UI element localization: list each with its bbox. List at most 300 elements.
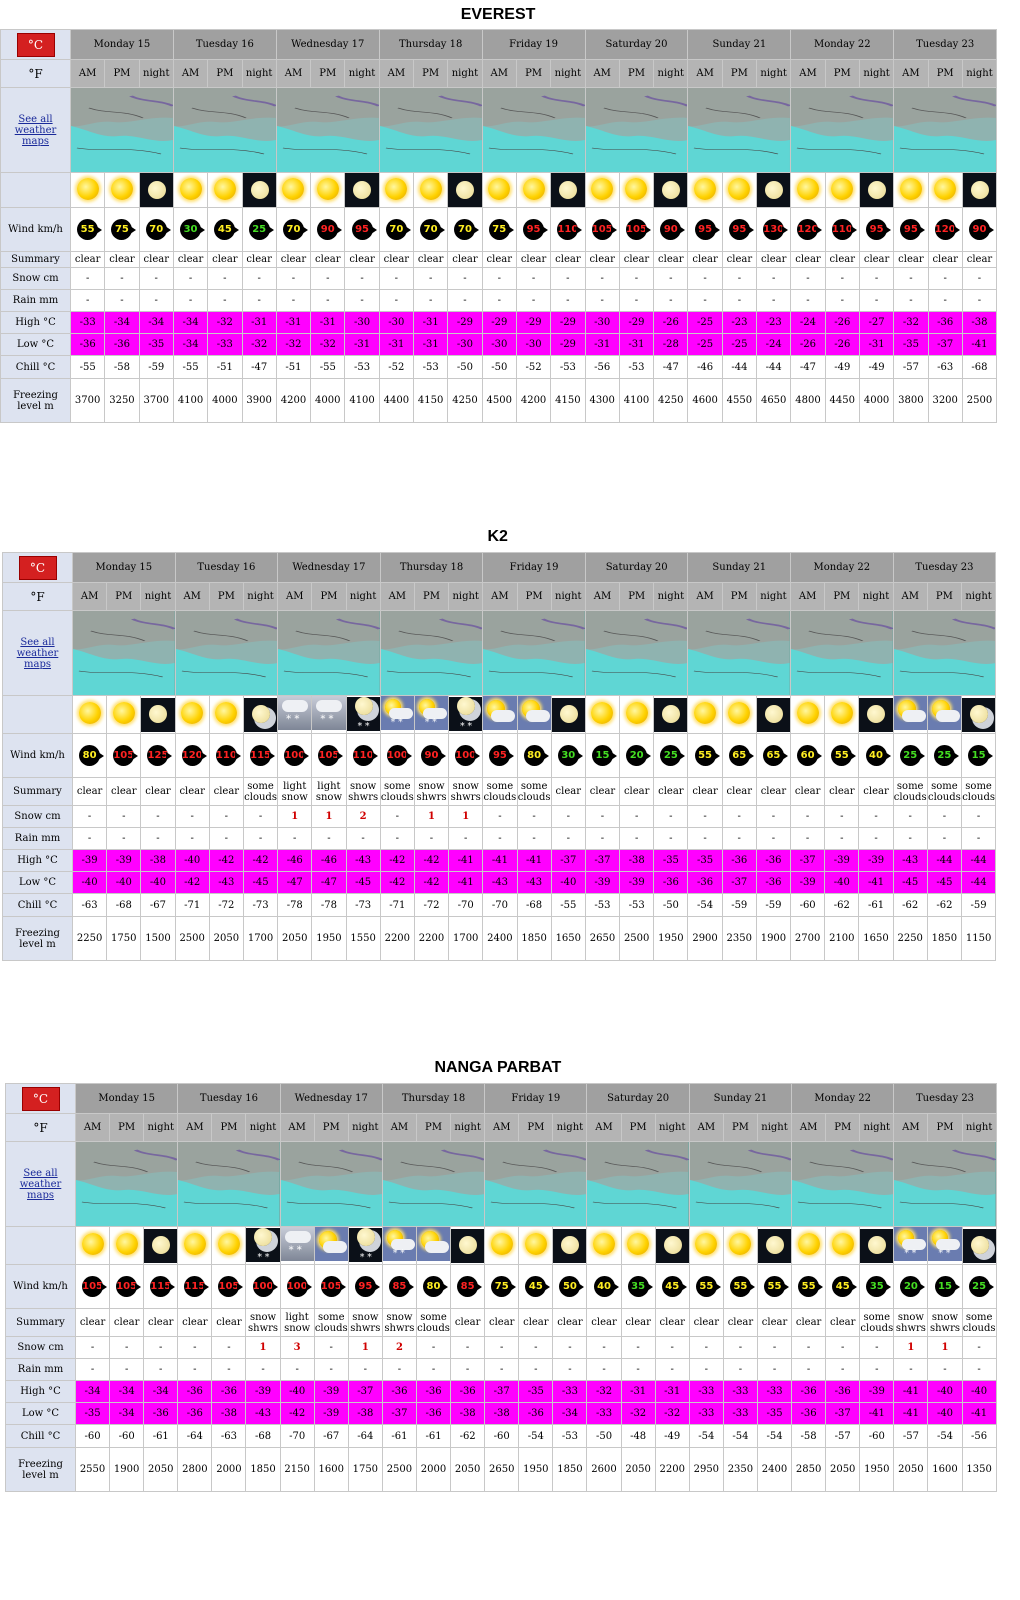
weather-icon-cell <box>825 173 859 208</box>
sun-icon <box>214 178 236 200</box>
chill-value: -60 <box>493 1430 510 1442</box>
low-temp-cell <box>348 1403 382 1425</box>
weather-map-thumbnail[interactable] <box>173 88 276 173</box>
low-value: -25 <box>697 339 714 350</box>
chill-value: -68 <box>526 899 543 911</box>
high-temp-cell <box>379 312 413 334</box>
wind-direction-icon: 50 <box>559 1276 580 1297</box>
period-header: night <box>860 1114 894 1142</box>
low-temp-cell <box>379 334 413 356</box>
rain-cell <box>553 1359 587 1381</box>
snow-value: - <box>908 811 912 822</box>
high-temp-cell <box>825 850 859 872</box>
weather-icon-cell <box>483 696 517 734</box>
freezing-value: 3700 <box>74 395 101 406</box>
chill-cell <box>722 356 756 379</box>
freezing-level-cell <box>826 1448 860 1492</box>
snow-value: - <box>154 273 158 284</box>
snow-cell <box>551 268 585 290</box>
weather-map-thumbnail[interactable] <box>688 611 791 696</box>
low-value: -36 <box>425 1408 442 1419</box>
weather-icon-cell <box>451 1227 485 1265</box>
chill-cell <box>382 1425 416 1448</box>
weather-icon-cell <box>826 1227 860 1265</box>
snow-value: - <box>805 811 810 822</box>
snow-cell <box>962 268 996 290</box>
chill-value: -49 <box>664 1430 681 1442</box>
weather-map-thumbnail[interactable] <box>379 88 482 173</box>
low-temp-cell <box>689 1403 723 1425</box>
low-value: -37 <box>834 1408 851 1419</box>
summary-value: clear <box>213 786 240 797</box>
summary-cell <box>689 1309 723 1337</box>
summary-cell <box>449 778 483 806</box>
high-temp-cell <box>73 850 107 872</box>
chill-cell <box>280 1425 314 1448</box>
rain-cell <box>379 290 413 312</box>
see-all-maps-link[interactable]: See all weather maps <box>16 636 59 670</box>
low-value: -43 <box>491 877 508 888</box>
weather-map-thumbnail[interactable] <box>482 88 585 173</box>
summary-value: clear <box>693 1317 720 1328</box>
period-header: AM <box>173 60 207 88</box>
celsius-button[interactable]: °C <box>22 1087 60 1111</box>
chill-value: -56 <box>971 1430 988 1442</box>
chill-value: -55 <box>79 361 96 373</box>
summary-label: Summary <box>1 252 71 268</box>
summary-cell <box>485 1309 519 1337</box>
summary-value: clear <box>863 254 890 265</box>
weather-map-thumbnail[interactable] <box>791 611 894 696</box>
freezing-value: 4550 <box>726 395 753 406</box>
weather-map-thumbnail[interactable] <box>382 1142 484 1227</box>
summary-cell <box>105 252 139 268</box>
weather-map-thumbnail[interactable] <box>71 88 174 173</box>
weather-map-thumbnail[interactable] <box>587 1142 689 1227</box>
high-value: -30 <box>594 317 611 328</box>
low-value: -31 <box>388 339 405 350</box>
low-value: -32 <box>319 339 336 350</box>
rain-value: - <box>258 833 263 844</box>
high-value: -31 <box>422 317 439 328</box>
low-value: -40 <box>833 877 850 888</box>
wind-cell <box>654 734 688 778</box>
period-header: night <box>448 60 482 88</box>
wind-cell <box>723 1265 757 1309</box>
snow-value: 1 <box>462 811 470 822</box>
summary-value: clear <box>523 1317 549 1328</box>
weather-map-thumbnail[interactable] <box>688 88 791 173</box>
chill-cell <box>243 894 277 917</box>
low-temp-cell <box>688 872 722 894</box>
snow-value: - <box>566 811 570 822</box>
freezing-value: 2600 <box>591 1464 617 1475</box>
snow-cell <box>519 1337 553 1359</box>
high-value: -36 <box>937 317 954 328</box>
period-header: night <box>346 583 380 611</box>
low-value: -37 <box>391 1408 408 1419</box>
wind-direction-icon: 45 <box>832 1276 853 1297</box>
low-value: -25 <box>731 339 748 350</box>
low-temp-cell <box>71 334 105 356</box>
low-value: -43 <box>526 877 543 888</box>
summary-cell <box>243 778 277 806</box>
low-temp-cell <box>448 334 482 356</box>
high-temp-cell <box>416 1381 450 1403</box>
freezing-value: 2250 <box>76 933 103 944</box>
period-header: night <box>962 60 996 88</box>
freezing-value: 2050 <box>148 1464 174 1475</box>
wind-direction-icon: 45 <box>662 1276 683 1297</box>
low-temp-cell <box>825 334 859 356</box>
freezing-level-cell <box>448 379 482 423</box>
chill-value: -53 <box>628 899 645 911</box>
snow-value: - <box>188 273 193 284</box>
rain-cell <box>519 1359 553 1381</box>
weather-icon-cell <box>414 696 448 734</box>
summary-value: clear <box>315 254 341 265</box>
snow-cell <box>449 806 483 828</box>
freezing-label: Freezing level m <box>1 379 71 423</box>
wind-cell <box>757 208 791 252</box>
period-header: AM <box>76 1114 110 1142</box>
chill-cell <box>208 356 242 379</box>
freezing-value: 1600 <box>318 1464 344 1475</box>
summary-cell <box>551 778 585 806</box>
summary-value: snow shwrs <box>350 1311 381 1334</box>
snow-value: - <box>224 811 229 822</box>
sun-icon <box>184 1233 206 1255</box>
fahrenheit-button[interactable]: °F <box>30 589 45 604</box>
weather-map-thumbnail[interactable] <box>585 611 688 696</box>
weather-icon-cell <box>311 173 345 208</box>
sun-icon <box>77 178 99 200</box>
snow-cell <box>791 268 825 290</box>
period-header: PM <box>311 60 345 88</box>
rain-value: - <box>909 1364 913 1375</box>
summary-cell <box>722 252 756 268</box>
low-temp-cell <box>483 872 517 894</box>
high-value: -38 <box>628 855 645 866</box>
rain-value: - <box>771 833 776 844</box>
high-temp-cell <box>246 1381 280 1403</box>
high-value: -35 <box>662 855 679 866</box>
freezing-level-cell <box>414 379 448 423</box>
weather-map-thumbnail[interactable] <box>278 611 381 696</box>
period-header: PM <box>212 1114 246 1142</box>
snow-value: - <box>772 1342 777 1353</box>
chill-value: -60 <box>118 1430 135 1442</box>
rain-value: - <box>568 1364 572 1375</box>
snow-cell <box>792 1337 826 1359</box>
low-value: -34 <box>561 1408 578 1419</box>
high-value: -31 <box>285 317 302 328</box>
snow-cell <box>280 1337 314 1359</box>
chill-value: -47 <box>799 361 817 373</box>
rain-cell <box>482 290 516 312</box>
rain-cell <box>689 1359 723 1381</box>
wind-label: Wind km/h <box>1 208 71 252</box>
fahrenheit-button[interactable]: °F <box>33 1120 48 1135</box>
chill-cell <box>722 894 756 917</box>
chill-value: -61 <box>867 899 885 911</box>
summary-cell <box>144 1309 178 1337</box>
low-value: -40 <box>936 1408 954 1419</box>
snow-cell <box>585 806 619 828</box>
high-temp-cell <box>178 1381 212 1403</box>
rain-cell <box>346 828 380 850</box>
weather-map-thumbnail[interactable] <box>483 611 586 696</box>
weather-map-thumbnail[interactable] <box>485 1142 587 1227</box>
low-temp-cell <box>314 1403 348 1425</box>
rain-cell <box>71 290 105 312</box>
rain-cell <box>348 1359 382 1381</box>
high-value: -35 <box>527 1386 544 1397</box>
snow-value: 1 <box>941 1342 949 1353</box>
low-temp-cell <box>209 872 243 894</box>
wind-cell <box>688 208 722 252</box>
wind-direction-icon: 85 <box>457 1276 478 1297</box>
summary-cell <box>722 778 756 806</box>
snow-cell <box>346 806 380 828</box>
high-value: -44 <box>936 855 953 866</box>
period-header: AM <box>71 60 105 88</box>
low-temp-cell <box>928 1403 962 1425</box>
summary-value: clear <box>452 254 478 265</box>
sun-icon <box>180 178 202 200</box>
weather-map-thumbnail[interactable] <box>73 611 176 696</box>
snow-cell <box>655 1337 689 1359</box>
rain-value: - <box>154 295 158 306</box>
summary-cell <box>757 1309 791 1337</box>
high-value: -29 <box>456 317 474 328</box>
summary-value: clear <box>659 1317 685 1328</box>
chill-cell <box>141 894 175 917</box>
high-value: -26 <box>834 317 851 328</box>
chill-value: -48 <box>630 1430 647 1442</box>
weather-icon-cell <box>208 173 242 208</box>
snow-value: - <box>669 811 673 822</box>
weather-map-thumbnail[interactable] <box>689 1142 791 1227</box>
day-header: Sunday 21 <box>688 30 791 60</box>
rain-value: - <box>193 1364 197 1375</box>
period-header: AM <box>485 1114 519 1142</box>
wind-direction-icon: 105 <box>113 745 134 766</box>
snow-value: - <box>124 1342 129 1353</box>
high-value: -30 <box>354 317 371 328</box>
freezing-level-cell <box>723 1448 757 1492</box>
high-temp-cell <box>722 312 756 334</box>
wind-direction-icon: 45 <box>525 1276 546 1297</box>
wind-direction-icon: 40 <box>594 1276 615 1297</box>
low-value: -36 <box>186 1408 203 1419</box>
weather-icon-cell <box>209 696 243 734</box>
weather-map-thumbnail[interactable] <box>792 1142 894 1227</box>
celsius-button[interactable]: °C <box>17 33 55 57</box>
chill-cell <box>927 894 961 917</box>
summary-cell <box>519 1309 553 1337</box>
freezing-value: 4000 <box>212 395 238 406</box>
weather-map-thumbnail[interactable] <box>280 1142 382 1227</box>
rain-value: - <box>908 833 912 844</box>
snow-value: - <box>394 273 399 284</box>
rain-cell <box>414 290 448 312</box>
freezing-level-cell <box>71 379 105 423</box>
celsius-button[interactable]: °C <box>19 556 57 580</box>
freezing-value: 4450 <box>829 395 855 406</box>
summary-value: clear <box>143 254 169 265</box>
snow-cell <box>348 1337 382 1359</box>
freezing-level-cell <box>551 379 585 423</box>
summary-label: Summary <box>3 778 73 806</box>
snow-cell <box>139 268 173 290</box>
high-value: -29 <box>491 317 508 328</box>
freezing-value: 4100 <box>349 395 375 406</box>
period-header: AM <box>894 1114 928 1142</box>
low-temp-cell <box>860 1403 894 1425</box>
sun-icon <box>934 178 956 200</box>
rain-value: - <box>943 295 947 306</box>
period-header: AM <box>276 60 310 88</box>
period-header: AM <box>688 583 722 611</box>
freezing-level-cell <box>345 379 379 423</box>
moon-icon <box>345 173 379 207</box>
high-temp-cell <box>791 850 825 872</box>
weather-icon-cell <box>551 696 585 734</box>
freezing-value: 4150 <box>417 395 444 406</box>
summary-value: light snow <box>315 780 343 803</box>
weather-icon-cell <box>961 696 995 734</box>
weather-map-thumbnail[interactable] <box>175 611 278 696</box>
snow-value: - <box>634 273 639 284</box>
weather-icon-cell <box>894 173 928 208</box>
wind-direction-icon: 35 <box>866 1276 887 1297</box>
moon-icon <box>859 698 893 732</box>
wind-direction-icon: 95 <box>355 1276 376 1297</box>
chill-cell <box>551 356 585 379</box>
snow-cell <box>961 806 995 828</box>
day-header: Tuesday 16 <box>173 30 276 60</box>
freezing-level-cell <box>655 1448 689 1492</box>
chill-value: -60 <box>868 1430 885 1442</box>
sun-icon <box>694 702 716 724</box>
snow-cell <box>928 1337 962 1359</box>
low-value: -40 <box>149 877 167 888</box>
high-temp-cell <box>380 850 414 872</box>
rain-cell <box>791 828 825 850</box>
summary-value: clear <box>589 786 616 797</box>
freezing-level-cell <box>928 1448 962 1492</box>
freezing-level-cell <box>621 1448 655 1492</box>
high-temp-cell <box>654 850 688 872</box>
weather-icon-cell <box>278 696 312 734</box>
freezing-value: 4400 <box>383 395 410 406</box>
see-all-maps-link[interactable]: See all weather maps <box>19 1167 62 1201</box>
period-header: PM <box>723 1114 757 1142</box>
wind-direction-icon: 90 <box>317 219 338 240</box>
snow-cell <box>826 1337 860 1359</box>
summary-cell <box>414 778 448 806</box>
weather-map-thumbnail[interactable] <box>893 611 996 696</box>
rain-cell <box>825 290 859 312</box>
high-value: -37 <box>560 855 577 866</box>
wind-direction-icon: 35 <box>628 1276 649 1297</box>
low-value: -35 <box>148 339 165 350</box>
low-value: -31 <box>422 339 439 350</box>
weather-map-thumbnail[interactable] <box>76 1142 178 1227</box>
weather-map-thumbnail[interactable] <box>178 1142 280 1227</box>
high-value: -36 <box>459 1386 476 1397</box>
freezing-level-cell <box>379 379 413 423</box>
rain-value: - <box>737 295 742 306</box>
freezing-level-cell <box>553 1448 587 1492</box>
wind-direction-icon: 55 <box>798 1276 819 1297</box>
weather-map-thumbnail[interactable] <box>585 88 688 173</box>
freezing-level-cell <box>791 917 825 961</box>
day-header: Monday 15 <box>76 1084 178 1114</box>
summary-value: clear <box>795 254 821 265</box>
chill-cell <box>621 1425 655 1448</box>
chill-cell <box>928 1425 962 1448</box>
freezing-value: 2050 <box>282 933 308 944</box>
snow-cell <box>110 1337 144 1359</box>
weather-map-thumbnail[interactable] <box>276 88 379 173</box>
chill-value: -59 <box>970 899 987 911</box>
summary-value: clear <box>863 786 889 797</box>
high-value: -31 <box>630 1386 647 1397</box>
weather-icon-cell <box>621 1227 655 1265</box>
wind-cell <box>792 1265 826 1309</box>
weather-map-thumbnail[interactable] <box>791 88 894 173</box>
see-all-maps-link[interactable]: See all weather maps <box>14 113 57 147</box>
snow-value: - <box>738 1342 743 1353</box>
chill-cell <box>688 894 722 917</box>
weather-icon-cell <box>757 1227 791 1265</box>
rain-value: - <box>293 833 297 844</box>
weather-map-thumbnail[interactable] <box>380 611 483 696</box>
weather-map-thumbnail[interactable] <box>894 1142 996 1227</box>
freezing-level-cell <box>144 1448 178 1492</box>
chill-cell <box>73 894 107 917</box>
weather-map-thumbnail[interactable] <box>894 88 997 173</box>
low-value: -29 <box>559 339 576 350</box>
summary-cell <box>927 778 961 806</box>
weather-icon-cell <box>553 1227 587 1265</box>
summary-value: clear <box>148 1317 174 1328</box>
rain-value: - <box>703 295 707 306</box>
high-value: -41 <box>491 855 508 866</box>
chill-value: -58 <box>113 361 130 373</box>
rain-value: - <box>566 833 570 844</box>
high-value: -40 <box>184 855 201 866</box>
chill-cell <box>757 356 791 379</box>
wind-cell <box>175 734 209 778</box>
summary-value: clear <box>829 786 855 797</box>
wind-cell <box>449 734 483 778</box>
sun-icon <box>627 1233 649 1255</box>
wind-cell <box>246 1265 280 1309</box>
day-header: Saturday 20 <box>587 1084 689 1114</box>
freezing-value: 1850 <box>521 933 547 944</box>
rain-cell <box>110 1359 144 1381</box>
rain-value: - <box>90 1364 95 1375</box>
chill-value: -54 <box>527 1430 544 1442</box>
low-temp-cell <box>278 872 312 894</box>
low-temp-cell <box>722 872 756 894</box>
wind-direction-icon: 20 <box>900 1276 921 1297</box>
fahrenheit-button[interactable]: °F <box>28 66 43 81</box>
low-value: -33 <box>698 1408 715 1419</box>
